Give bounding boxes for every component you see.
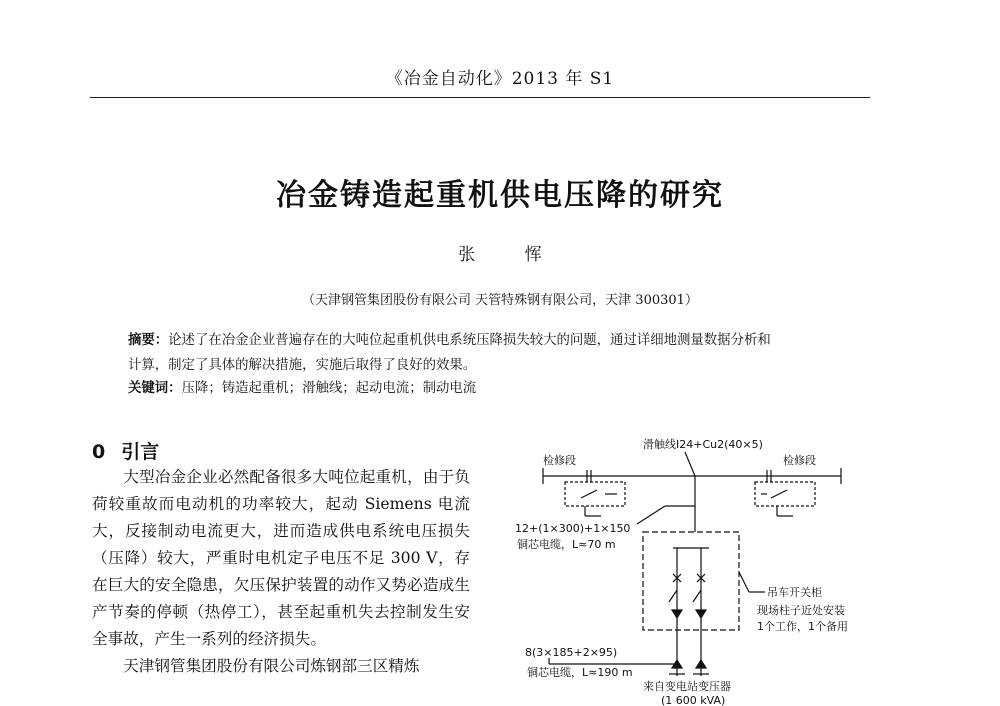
keywords-label: 关键词： — [128, 380, 182, 396]
cabinet-note-1: 现场柱子近处安装 — [757, 604, 845, 617]
body-text — [92, 464, 470, 680]
abstract-line-1: 论述了在冶金企业普遍存在的大吨位起重机供电系统压降损失较大的问题，通过详细地测量数据分析和 — [168, 333, 771, 348]
paragraph-2: 天津钢管集团股份有限公司炼钢部三区精炼 — [123, 657, 420, 675]
affiliation: （天津钢管集团股份有限公司 天管特殊钢有限公司，天津 300301） — [302, 293, 698, 308]
cable1-spec: 12+(1×300)+1×150 — [515, 522, 631, 535]
power-supply-diagram — [505, 428, 865, 706]
section-title: 引言 — [121, 441, 160, 463]
cabinet-note-2: 1个工作，1个备用 — [757, 620, 848, 633]
keywords-text: 压降；铸造起重机；滑触线；起动电流；制动电流 — [181, 381, 477, 396]
source-label-1: 来自变电站变压器 — [643, 680, 731, 693]
cable2-desc: 铜芯电缆，L≈190 m — [527, 666, 633, 679]
keywords — [128, 377, 868, 396]
maint-left-label: 检修段 — [543, 454, 576, 467]
section-number: 0 — [92, 441, 106, 463]
maint-right-label: 检修段 — [783, 454, 816, 467]
header-rule — [90, 97, 870, 98]
paragraph-1: 大型冶金企业必然配备很多大吨位起重机，由于负荷较重故而电动机的功率较大，起动 Siemens 电流大，反接制动电流更大，进而造成供电系统电压损失（压降）较大，严重时电机定子电压不足 300 V，存在巨大的安全隐患，欠压保护装置的动作又势必造成生产节奏的停顿（热停工），甚至起重机失去控制发生安全事故，产生一系列的经济损失。 — [92, 468, 470, 648]
abstract — [128, 328, 868, 378]
cable2-spec: 8(3×185+2×95) — [525, 646, 618, 659]
journal-header: 《冶金自动化》2013 年 S1 — [385, 69, 615, 89]
abstract-line-2: 计算，制定了具体的解决措施，实施后取得了良好的效果。 — [128, 358, 477, 373]
section-heading — [92, 437, 159, 464]
busbar-label: 滑触线I24+Cu2(40×5) — [643, 438, 763, 451]
source-label-2: (1 600 kVA) — [661, 694, 726, 706]
crane-switch-cabinet — [643, 532, 739, 630]
cable1-desc: 铜芯电缆，L≈70 m — [517, 538, 616, 551]
author: 张 恽 — [458, 245, 564, 265]
paper-title: 冶金铸造起重机供电压降的研究 — [276, 178, 724, 213]
abstract-label: 摘要： — [128, 332, 169, 348]
cabinet-label: 吊车开关柜 — [767, 586, 822, 599]
